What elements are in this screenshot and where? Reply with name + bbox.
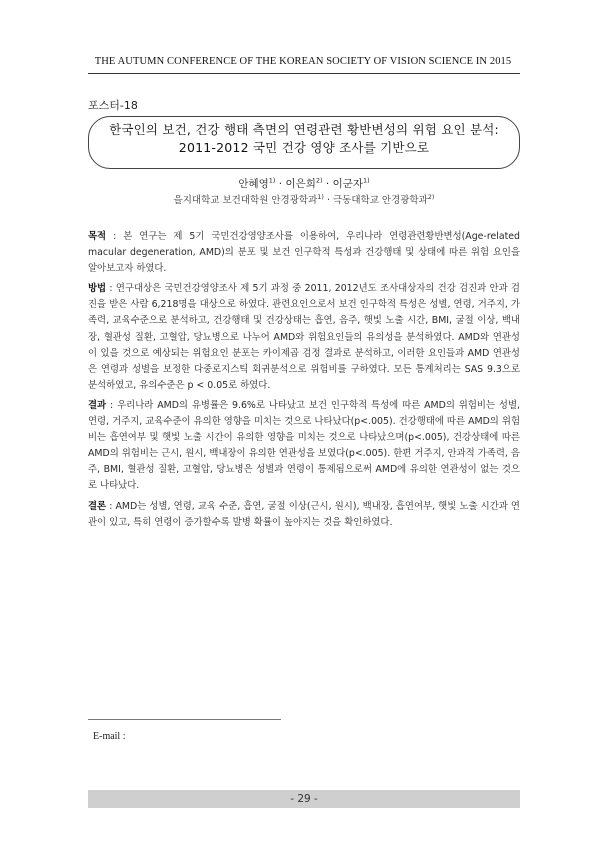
section-heading: 결과 (88, 399, 107, 411)
abstract-body (88, 229, 520, 535)
title-line-2: 2011-2012 국민 건강 영양 조사를 기반으로 (178, 140, 430, 155)
page-number: - 29 - (290, 793, 318, 805)
author-separator: · (275, 178, 286, 190)
title-line-1: 한국인의 보건, 건강 행태 측면의 연령관련 황반변성의 위험 요인 분석: (109, 122, 499, 137)
poster-label: 포스터-18 (88, 99, 138, 112)
section-heading: 결론 (88, 500, 107, 512)
section-conclusion (88, 499, 520, 531)
affiliation-list (88, 192, 520, 206)
footnote-rule (88, 719, 281, 720)
section-text: : 본 연구는 제 5기 국민건강영양조사를 이용하여, 우리나라 연령관련황반변성(Age-related macular degeneration, AMD)의 분포 및 보건 인구학적 특성과 건강행태 및 상태에 따른 위험 요인을 알아보고자 하였다. (88, 231, 520, 275)
running-header: THE AUTUMN CONFERENCE OF THE KOREAN SOCIETY OF VISION SCIENCE IN 2015 (94, 56, 512, 67)
affiliation-name: 을지대학교 보건대학원 안경광학과 (173, 195, 318, 206)
section-methods (88, 281, 520, 394)
section-purpose (88, 229, 520, 277)
section-text: : 연구대상은 국민건강영양조사 제 5기 과정 중 2011, 2012년도 조사대상자의 건강 검진과 안과 검진을 받은 사람 6,218명을 대상으로 하였다. 관련요인으로서 보건 인구학적 특성은 성별, 연령, 거주지, 가족력, 교육수준으로 분석하고, 건강행태 및 건강상태는 흡연, 음주, 햇빛 노출 시간, BMI, 굴절 이상, 백내장, 혈관성 질환, 고혈압, 당뇨병으로 나누어 AMD와 위험요인들의 유의성을 분석하였다. AMD와 연관성이 있을 것으로 예상되는 위험요인 분포는 카이제곱 검정 결과로 분석하고, 이러한 요인들과 AMD 연관성은 연령과 성별을 보정한 다중로지스틱 회귀분석으로 위험비를 구하였다. 모든 통계처리는 SAS 9.3으로 분석하였고, 유의수준은 p < 0.05로 하였다. (88, 283, 520, 391)
section-heading: 방법 (88, 283, 107, 295)
page-number-bar (88, 790, 520, 808)
affiliation-name: 극동대학교 안경광학과 (332, 195, 428, 206)
author-separator: · (322, 178, 333, 190)
title-box (88, 116, 520, 169)
affiliation-mark: 1) (317, 192, 324, 201)
author-affiliation-mark: 1) (268, 176, 276, 185)
email-label: E-mail : (93, 731, 126, 742)
author-affiliation-mark: 2) (315, 176, 323, 185)
section-text: : AMD는 성별, 연령, 교육 수준, 흡연, 굴절 이상(근시, 원시), 백내장, 흡연여부, 햇빛 노출 시간과 연관이 있고, 특히 연령이 증가할수록 발병 확률이 높아지는 것을 확인하였다. (88, 500, 520, 528)
section-text: : 우리나라 AMD의 유병률은 9.6%로 나타났고 보건 인구학적 특성에 따른 AMD의 위험비는 성별, 연령, 거주지, 교육수준이 유의한 영향을 미치는 것으로 나타났다(p<.005). 건강행태에 따른 AMD의 위험비는 흡연여부 및 햇빛 노출 시간이 유의한 영향을 미치는 것으로 나타났으며(p<.005), 건강상태에 따른 AMD의 위험비는 근시, 원시, 백내장이 유의한 연관성을 보였다(p<.005). 한편 거주지, 안과적 가족력, 음주, BMI, 혈관성 질환, 고혈압, 당뇨병은 성별과 연령이 통제됨으로써 AMD에 유의한 연관성이 없는 것으로 나타났다. (88, 399, 520, 492)
author-name: 이군자 (332, 178, 363, 190)
section-heading: 목적 (88, 231, 107, 242)
author-name: 안혜영 (238, 178, 269, 190)
author-list (88, 176, 520, 191)
affiliation-separator: · (323, 195, 333, 206)
affiliation-mark: 2) (427, 192, 435, 201)
author-name: 이은희 (285, 178, 316, 190)
section-results (88, 398, 520, 495)
header-rule (88, 73, 520, 74)
author-affiliation-mark: 1) (363, 176, 370, 185)
